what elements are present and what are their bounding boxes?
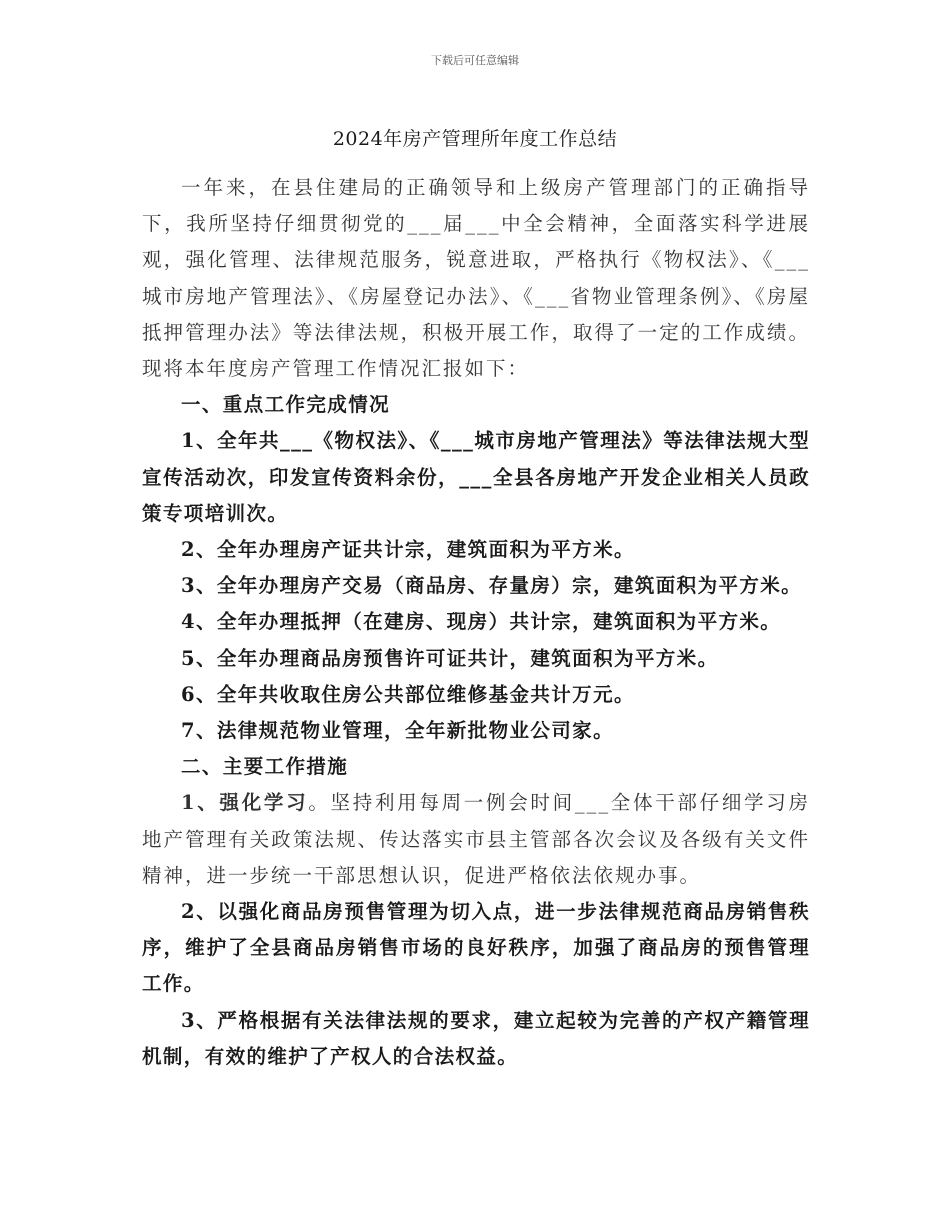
header-note: 下载后可任意编辑 [431,54,519,67]
section-2-item-2: 2、以强化商品房预售管理为切入点，进一步法律规范商品房销售秩序，维护了全县商品房销售市场的良好秩序，加强了商品房的预售管理工作。 [142,900,810,996]
section-2-item-1-lead: 1、强化学习 [181,791,309,815]
section-1-item-5: 5、全年办理商品房预售许可证共计，建筑面积为平方米。 [181,646,719,670]
section-2-item-1 [142,785,810,894]
section-2-item-1-text: 。坚持利用每周一例会时间___全体干部仔细学习房地产管理有关政策法规、传达落实市县主管部各次会议及各级有关文件精神，进一步统一干部思想认识，促进严格依法依规办事。 [142,791,810,887]
document-body [142,170,810,1075]
intro-paragraph: 一年来，在县住建局的正确领导和上级房产管理部门的正确指导下，我所坚持仔细贯彻党的___届___中全会精神，全面落实科学进展观，强化管理、法律规范服务，锐意进取，严格执行《物权法》、《___城市房地产管理法》、《房屋登记办法》、《___省物业管理条例》、《房屋抵押管理办法》等法律法规，积极开展工作，取得了一定的工作成绩。现将本年度房产管理工作情况汇报如下： [142,176,810,381]
section-1-heading: 一、重点工作完成情况 [181,393,391,417]
section-1-item-1: 1、全年共___《物权法》、《___城市房地产管理法》等法律法规大型宣传活动次，印发宣传资料余份，___全县各房地产开发企业相关人员政策专项培训次。 [142,429,810,525]
section-1-item-2: 2、全年办理房产证共计宗，建筑面积为平方米。 [181,538,635,562]
section-1-item-7: 7、法律规范物业管理，全年新批物业公司家。 [181,719,614,743]
section-2-heading: 二、主要工作措施 [181,755,349,779]
section-2-item-3: 3、严格根据有关法律法规的要求，建立起较为完善的产权产籍管理机制，有效的维护了产权人的合法权益。 [142,1008,810,1068]
section-1-item-6: 6、全年共收取住房公共部位维修基金共计万元。 [181,682,635,706]
document-title: 2024年房产管理所年度工作总结 [332,128,618,150]
section-1-item-3: 3、全年办理房产交易（商品房、存量房）宗，建筑面积为平方米。 [181,574,803,598]
section-1-item-4: 4、全年办理抵押（在建房、现房）共计宗，建筑面积为平方米。 [181,610,782,634]
